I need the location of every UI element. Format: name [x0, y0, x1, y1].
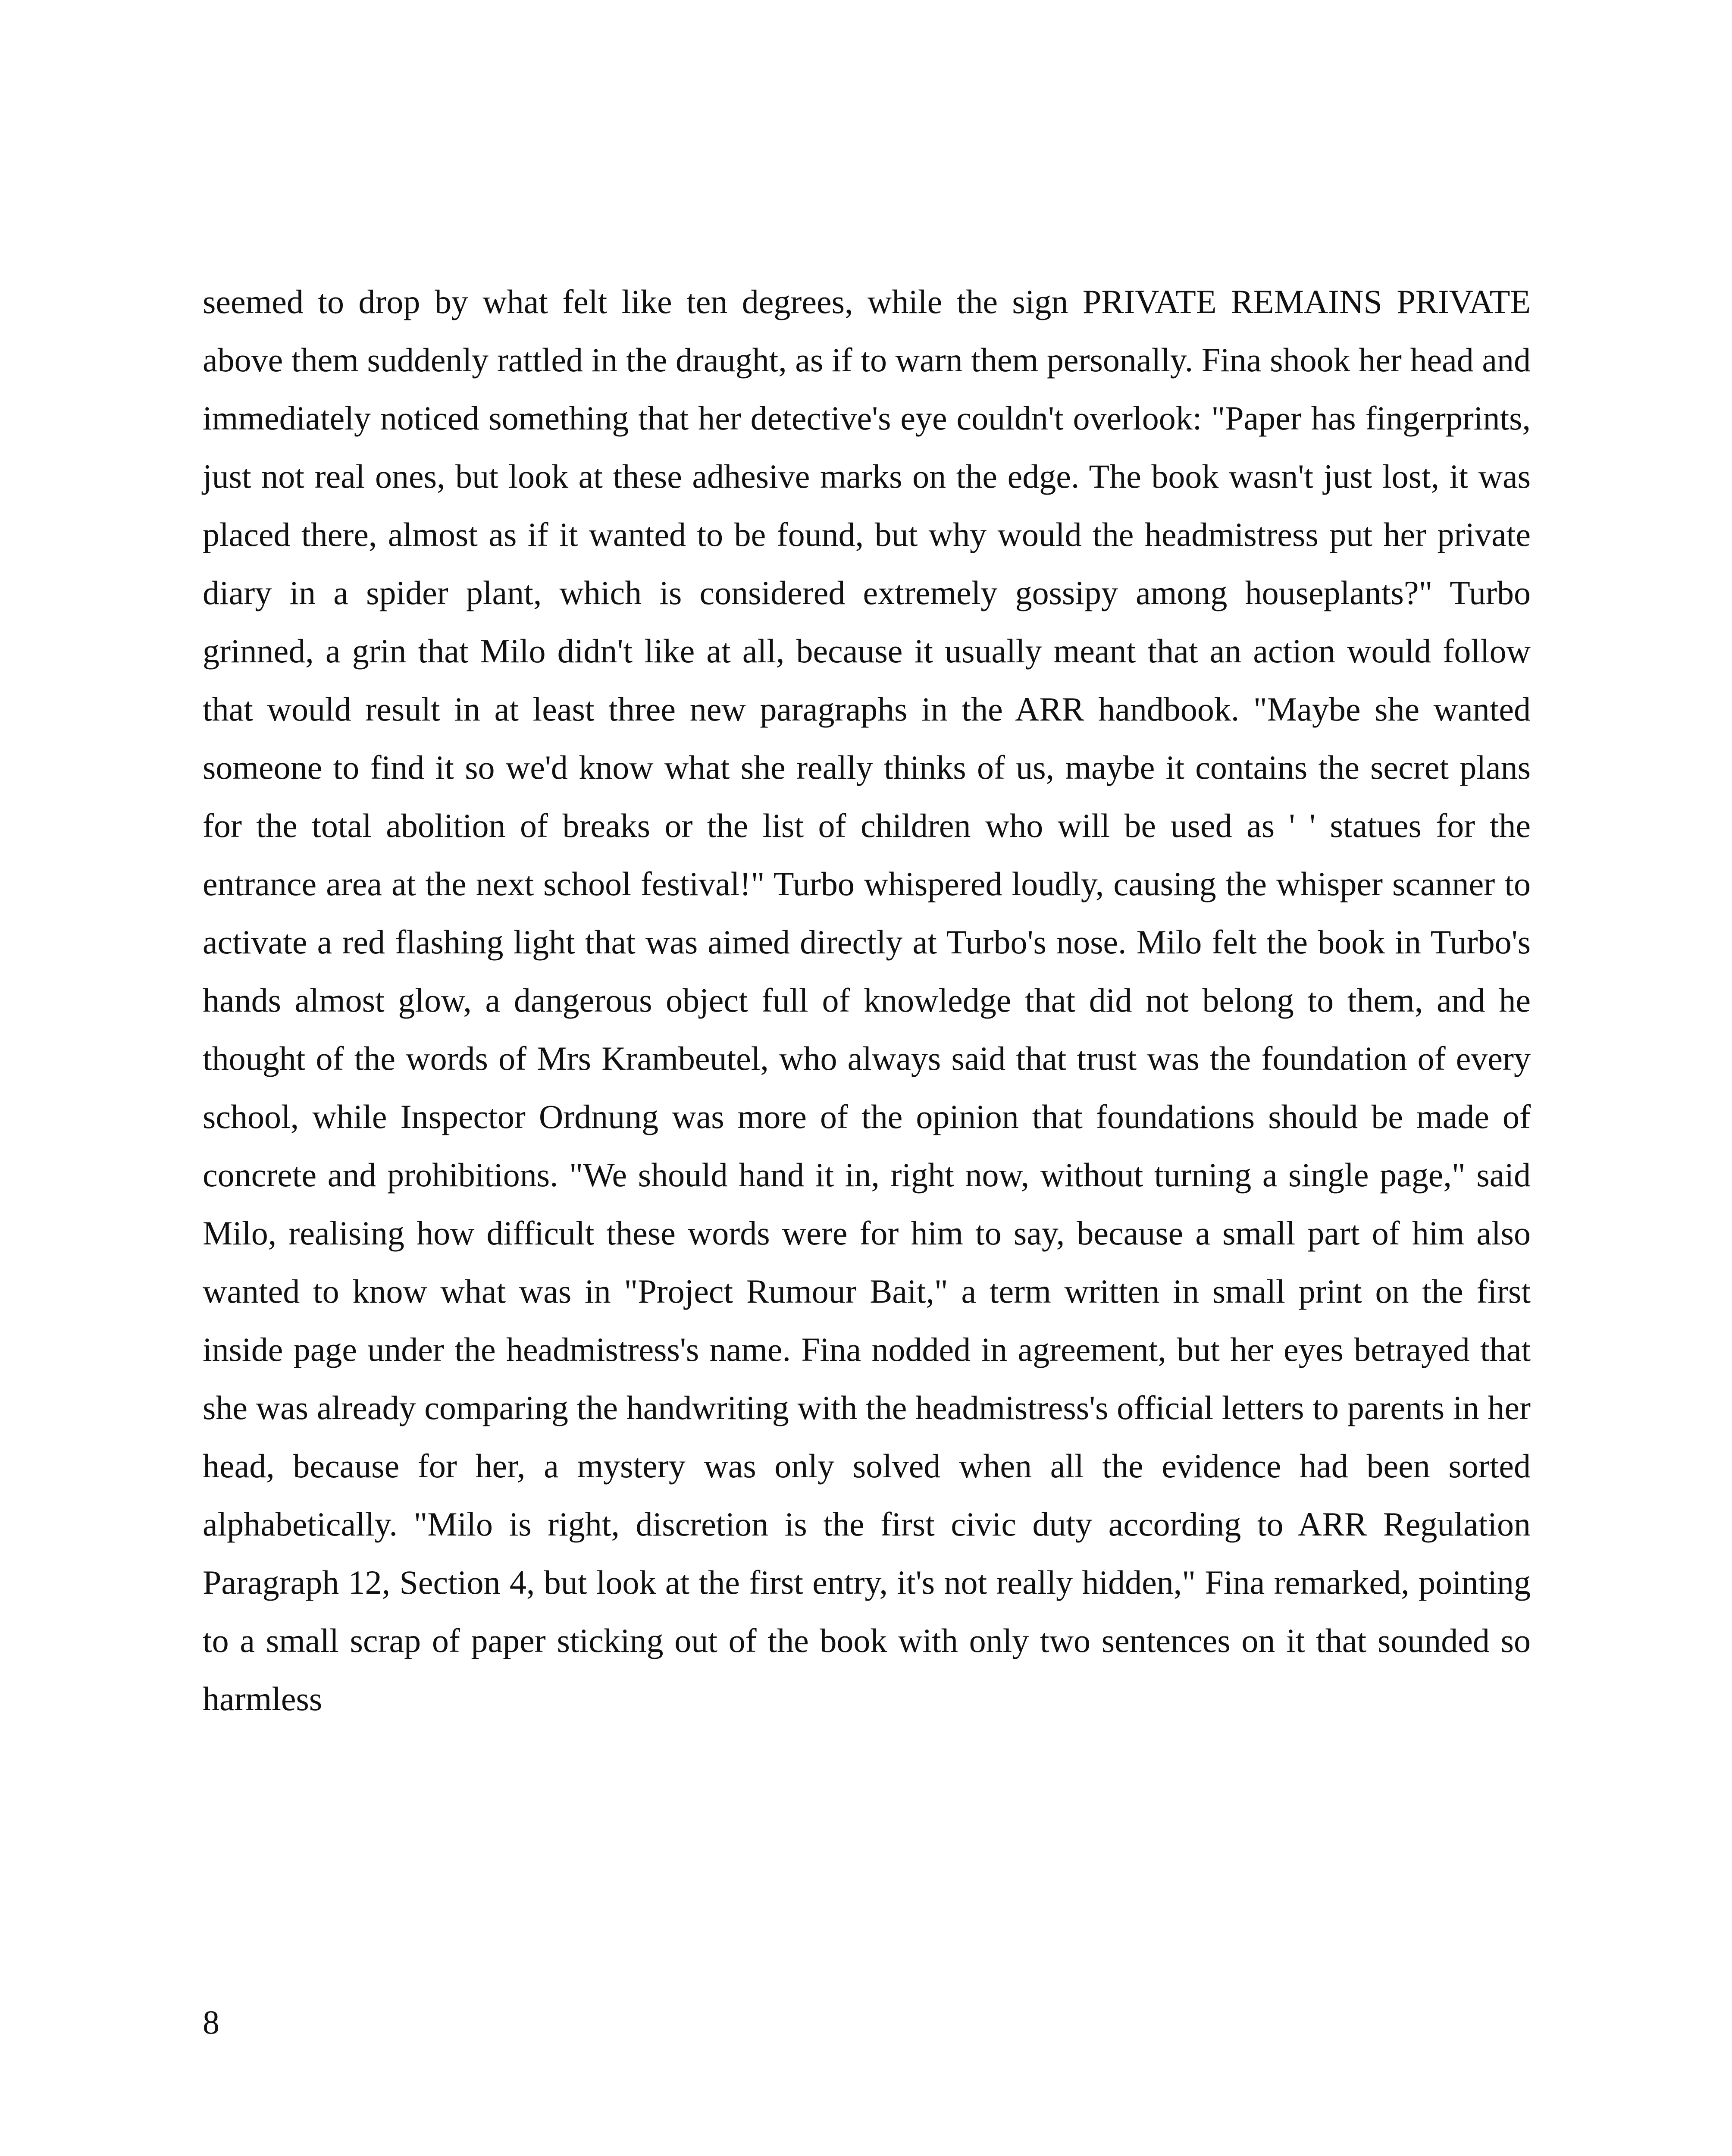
page-number: 8 — [203, 2003, 219, 2041]
body-paragraph: seemed to drop by what felt like ten degrees, while the sign PRIVATE REMAINS PRIVATE above them suddenly rattled in the draught, as if to warn them personally. Fina shook her head and immediately noticed something that her detective's eye couldn't overlook: "Paper has fingerprints, just not real ones, but look at these adhesive marks on the edge. The book wasn't just lost, it was placed there, almost as if it wanted to be found, but why would the headmistress put her private diary in a spider plant, which is considered extremely gossipy among houseplants?" Turbo grinned, a grin that Milo didn't like at all, because it usually meant that an action would follow that would result in at least three new paragraphs in the ARR handbook. "Maybe she wanted someone to find it so we'd know what she really thinks of us, maybe it contains the secret plans for the total abolition of breaks or the list of children who will be used as ' ' statues for the entrance area at the next school festival!" Turbo whispered loudly, causing the whisper scanner to activate a red flashing light that was aimed directly at Turbo's nose. Milo felt the book in Turbo's hands almost glow, a dangerous object full of knowledge that did not belong to them, and he thought of the words of Mrs Krambeutel, who always said that trust was the foundation of every school, while Inspector Ordnung was more of the opinion that foundations should be made of concrete and prohibitions. "We should hand it in, right now, without turning a single page," said Milo, realising how difficult these words were for him to say, because a small part of him also wanted to know what was in "Project Rumour Bait," a term written in small print on the first inside page under the headmistress's name. Fina nodded in agreement, but her eyes betrayed that she was already comparing the handwriting with the headmistress's official letters to parents in her head, because for her, a mystery was only solved when all the evidence had been sorted alphabetically. "Milo is right, discretion is the first civic duty according to ARR Regulation Paragraph 12, Section 4, but look at the first entry, it's not really hidden," Fina remarked, pointing to a small scrap of paper sticking out of the book with only two sentences on it that sounded so harmless — [203, 283, 1531, 1717]
